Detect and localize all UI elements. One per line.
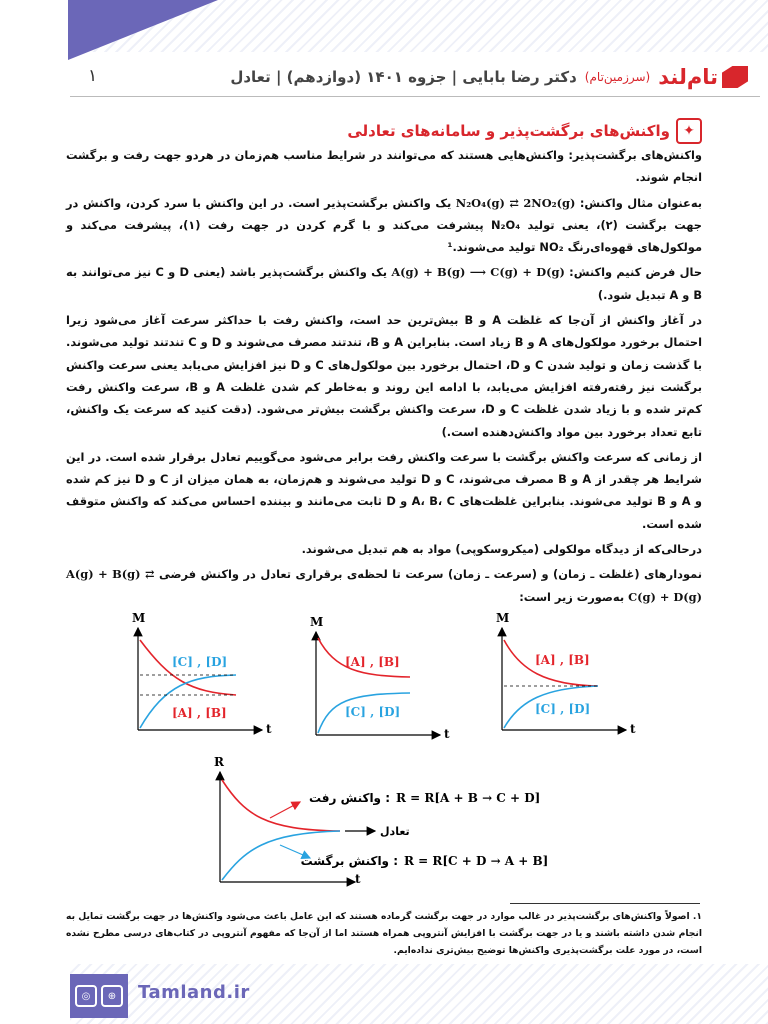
header-title: دکتر رضا بابایی | جزوه ۱۴۰۱ (دوازدهم) | تعادل bbox=[230, 68, 577, 86]
axis-t-label: t bbox=[266, 722, 272, 736]
footnote-divider bbox=[510, 903, 700, 904]
paragraph-graphs-end: به‌صورت زیر است: bbox=[519, 589, 625, 604]
paragraph-example-body: یک واکنش برگشت‌پذیر است. در این واکنش با سرد کردن، واکنش در جهت برگشت (۲)، یعنی تولید N₂O₄ پیشرفت می‌کند و با گرم کردن در جهت رفت (۱)، پیشرفت می‌کند و مولکول‌های قهوه‌ای‌رنگ NO₂ تولید می‌شوند.¹ bbox=[66, 195, 702, 255]
paragraph-molecular: درحالی‌که از دیدگاه مولکولی (میکروسکوپی) مواد به هم تبدیل می‌شوند. bbox=[301, 542, 702, 557]
main-content bbox=[66, 144, 702, 611]
axis-m-label: M bbox=[310, 615, 324, 629]
page-header bbox=[70, 62, 760, 92]
lightbulb-icon: ✦ bbox=[676, 118, 702, 144]
label-cd: [C] , [D] bbox=[535, 702, 591, 716]
concentration-plot-3 bbox=[496, 611, 636, 736]
instagram-icon[interactable]: ◎ bbox=[75, 985, 97, 1007]
axis-r-label: R bbox=[214, 755, 224, 769]
logo-subtitle: (سرزمین‌تام) bbox=[584, 70, 651, 84]
paragraph-example bbox=[66, 192, 702, 259]
label-ab: [A] , [B] bbox=[172, 706, 227, 720]
paragraph-equilibrium: از زمانی که سرعت واکنش برگشت با سرعت واکنش رفت برابر می‌شود می‌گوییم تعادل برقرار شده است. در این شرایط هر چقدر از A و B مصرف می‌شوند، C و D تولید می‌شوند و هم‌زمان، به همان میزان از C و D نیز کم شده و A و B تولید می‌شوند. بنابراین غلظت‌های A، B، C و D ثابت می‌مانند و بیننده احساس می‌کند که واکنش متوقف شده است. bbox=[66, 449, 703, 531]
label-cd: [C] , [D] bbox=[345, 705, 401, 719]
axis-m-label: M bbox=[132, 611, 146, 625]
social-icons bbox=[70, 974, 128, 1018]
axis-t-label: t bbox=[444, 727, 450, 741]
axis-t-label: t bbox=[630, 722, 636, 736]
label-ab: [A] , [B] bbox=[535, 653, 590, 667]
website-link[interactable]: Tamland.ir bbox=[138, 982, 250, 1003]
concentration-plot-1 bbox=[132, 611, 272, 736]
rate-forward-equation: R = R[A + B → C + D] bbox=[396, 791, 541, 805]
paragraph-graphs-intro: نمودارهای (غلظت ـ زمان) و (سرعت ـ زمان) سرعت تا لحظه‌ی برقراری تعادل در واکنش فرضی bbox=[159, 567, 702, 582]
label-cd: [C] , [D] bbox=[172, 655, 228, 669]
logo bbox=[585, 65, 748, 89]
paragraph-assumption bbox=[66, 261, 702, 306]
plots-figure bbox=[0, 600, 768, 900]
rate-backward-equation: R = R[C + D → A + B] bbox=[404, 854, 549, 868]
paragraph-example-intro: به‌عنوان مثال واکنش: bbox=[579, 195, 702, 210]
axis-t-label: t bbox=[355, 872, 361, 886]
equation-n2o4: N₂O₄(g) ⇄ 2NO₂(g) bbox=[455, 195, 576, 210]
paragraph-assumption-intro: حال فرض کنیم واکنش: bbox=[569, 265, 703, 280]
equation-equilibrium: A(g) + B(g) ⇄ C(g) + D(g) bbox=[66, 567, 702, 604]
rate-forward-label: واکنش رفت : bbox=[308, 791, 390, 805]
equilibrium-label: تعادل bbox=[380, 825, 410, 838]
page-number: ۱ bbox=[88, 66, 98, 86]
equation-abcd: A(g) + B(g) ⟶ C(g) + D(g) bbox=[391, 265, 565, 280]
page-footer bbox=[70, 964, 768, 1024]
globe-icon[interactable]: ⊕ bbox=[101, 985, 123, 1007]
section-title-text: واکنش‌های برگشت‌پذیر و سامانه‌های تعادلی bbox=[347, 122, 670, 140]
footnote: ۱. اصولاً واکنش‌های برگشت‌پذیر در غالب موارد در جهت برگشت گرماده هستند که این عامل باعث می‌شود واکنش‌ها در جهت برگشت تمایل به انجام شدن داشته باشند و یا در جهت برگشت با افزایش آنتروپی همراه هستند اما از آن‌جا که مفهوم آنتروپی در کتاب‌های درسی مطرح نشده است، در مورد علت برگشت‌پذیری واکنش‌ها توضیح بیش‌تری نداده‌ایم. bbox=[66, 911, 702, 956]
label-ab: [A] , [B] bbox=[345, 655, 400, 669]
paragraph-definition: واکنش‌های برگشت‌پذیر: واکنش‌هایی هستند که می‌توانند در شرایط مناسب هم‌زمان در هردو جهت رفت و برگشت انجام شوند. bbox=[66, 148, 702, 185]
concentration-plot-2 bbox=[310, 615, 450, 741]
header-divider bbox=[70, 96, 760, 97]
rate-backward-label: واکنش برگشت : bbox=[300, 854, 398, 868]
logo-icon bbox=[722, 66, 748, 88]
logo-text: تام‌لند bbox=[658, 65, 718, 89]
paragraph-assumption-body: یک واکنش برگشت‌پذیر باشد (یعنی D و C نیز می‌توانند به B و A تبدیل شود.) bbox=[66, 265, 702, 302]
section-title bbox=[347, 118, 702, 144]
paragraph-mechanism: در آغاز واکنش از آن‌جا که غلظت A و B بیش‌ترین حد است، واکنش رفت با حداکثر سرعت آغاز می‌شود زیرا احتمال برخورد مولکول‌های A و B زیاد است. بنابراین A و B، تندتند مصرف می‌شوند و D و C تندتند تولید می‌شوند. با گذشت زمان و تولید شدن C و D، احتمال برخورد بین مولکول‌های C و D نیز افزایش می‌یابد یعنی سرعت واکنش برگشت نیز رفته‌رفته افزایش می‌یابد، با ادامه این روند و به‌خاطر کم شدن غلظت A و B، سرعت واکنش رفت کم‌تر شده و با زیاد شدن غلظت C و D، سرعت واکنش برگشت بیش‌تر می‌شود. (دقت کنید که سرعت یک واکنش، تابع تعداد برخورد بین مواد واکنش‌دهنده است.) bbox=[66, 313, 703, 439]
axis-m-label: M bbox=[496, 611, 510, 625]
rate-plot bbox=[214, 755, 548, 886]
